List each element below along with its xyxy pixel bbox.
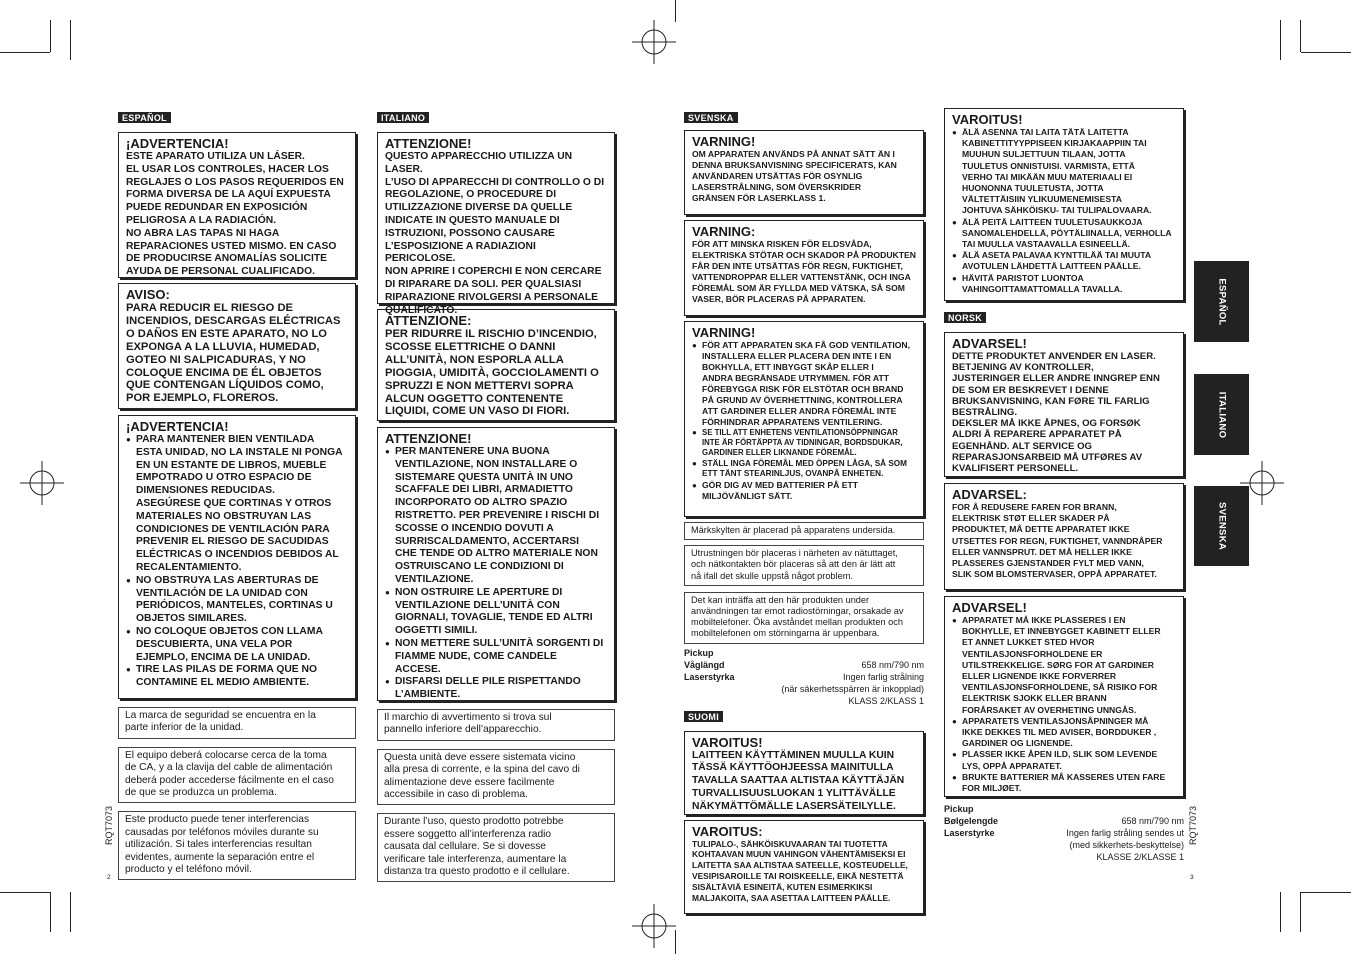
ventilation-warning-title: ADVARSEL!: [952, 600, 1027, 615]
warning-item: ● ÄLÄ ASENNA TAI LAITA TÄTÄ LAITETTA KABINETTITYYPPISEEN KIRJAKAAPPIIN TAI MUUHUN SULJETTUUN TILAAN, JOTTA TUULETUS ONNISTUISI. VARMISTA, ETTÄ VERHO TAI MIKÄÄN MUU MATERIAALI EI HUONONNA TUULETUSTA, JOTTA VÄLTETTÄISIIN YLIKUUMENEMISESTA JOHTUVA SÄHKÖISKU- TAI TULIPALOVAARA.: [952, 127, 1176, 217]
caution-box: [118, 283, 356, 409]
warning-body: LAITTEEN KÄYTTÄMINEN MUULLA KUIN TÄSSÄ KÄYTTÖOHJEESSA MAINITULLA TAVALLA SAATTAA ALTISTAA KÄYTTÄJÄN TURVALLISUUSLUOKAN 1 YLITTÄVÄLLE NÄKYMÄTTÖMÄLLE LASERSÄTEILYLLE.: [692, 749, 905, 812]
warning-item: ● NO OBSTRUYA LAS ABERTURAS DE VENTILACIÓN DE LA UNIDAD CON PERIÓDICOS, MANTELES, CORTINAS U OBJETOS SIMILARES.: [126, 575, 348, 626]
info-note: Il marchio di avvertimento si trova sul pannello inferiore dell’apparecchio.: [377, 709, 615, 741]
side-tab-svenska: SVENSKA: [1194, 486, 1249, 566]
warning-item: ● PLASSER IKKE ÅPEN ILD, SLIK SOM LEVENDE LYS, OPPÅ APPARATET.: [952, 749, 1176, 771]
warning-item: ● STÄLL INGA FÖREMÅL MED ÖPPEN LÅGA, SÅ SOM ETT TÄNT STEARINLJUS, OVANPÅ ENHETEN.: [692, 459, 916, 480]
section-tag-espanol: ESPAÑOL: [118, 112, 171, 123]
caution-box: [684, 820, 924, 914]
left-page-number: 2: [107, 874, 111, 881]
caution-title: ATTENZIONE:: [385, 313, 472, 328]
right-page-number: 3: [1190, 874, 1194, 881]
ventilation-warning-title: VARNING!: [692, 325, 756, 340]
warning-item: ● HÄVITÄ PARISTOT LUONTOA VAHINGOITTAMATTOMALLA TAVALLA.: [952, 273, 1176, 295]
warning-body: QUESTO APPARECCHIO UTILIZZA UN LASER. L’USO DI APPARECCHI DI CONTROLLO O DI REGOLAZIONE, O PROCEDURE DI UTILIZZAZIONE DIVERSE DA QUELLE INDICATE IN QUESTO MANUALE DI ISTRUZIONI, POSSONO CAUSARE L’ESPOSIZIONE A RADIAZIONI PERICOLOSE. NON APRIRE I COPERCHI E NON CERCARE DI RIPARARE DA SOLI. PER QUALSIASI RIPARAZIONE RIVOLGERSI A PERSONALE QUALIFICATO.: [385, 151, 605, 316]
spec-heading: Pickup: [944, 804, 974, 814]
warning-item: ● PER MANTENERE UNA BUONA VENTILAZIONE, NON INSTALLARE O SISTEMARE QUESTA UNITÀ IN UNO SCAFFALE DEI LIBRI, ARMADIETTO INCORPORATO OD ALTRO SPAZIO RISTRETTO. PER PREVENIRE I RISCHI DI SCOSSE O INCENDIO DOVUTI A SURRISCALDAMENTO, ACCERTARSI CHE TENDE OD ALTRO MATERIALE NON OSTRUISCANO LE CONDIZIONI DI VENTILAZIONE.: [385, 446, 607, 587]
warning-item: ● ÄLÄ PEITÄ LAITTEEN TUULETUSAUKKOJA SANOMALEHDELLÄ, PÖYTÄLIINALLA, VERHOLLA TAI MUULLA VASTAAVALLA ESINEELLÄ.: [952, 217, 1176, 251]
caution-body: PER RIDURRE IL RISCHIO D’INCENDIO, SCOSSE ELETTRICHE O DANNI ALL’UNITÀ, NON ESPORLA ALLA PIOGGIA, UMIDITÀ, GOCCIOLAMENTI O SPRUZZI E NON METTERVI SOPRA ALCUN OGGETTO CONTENENTE LIQUIDI, COME UN VASO DI FIORI.: [385, 328, 599, 418]
info-note: La marca de seguridad se encuentra en la parte inferior de la unidad.: [118, 707, 356, 739]
registration-mark-top: [632, 20, 676, 64]
info-note: Märkskylten är placerad på apparatens undersida.: [684, 522, 924, 540]
section-tag-norsk: NORSK: [944, 312, 986, 323]
info-note: Utrustningen bör placeras i närheten av nätuttaget, och nätkontakten bör placeras så att den är lätt att nå ifall det skulle uppstå något problem.: [684, 545, 924, 586]
warning-item: ● APPARATET MÅ IKKE PLASSERES I EN BOKHYLLE, ET INNEBYGGET KABINETT ELLER ET ANNET LUKKET STED HVOR VENTILASJONSFORHOLDENE ER UTILSTREKKELIGE. SØRG FOR AT GARDINER ELLER LIGNENDE IKKE FORVERRER VENTILASJONSFORHOLDENE, SÅ RISIKO FOR ELEKTRISK SJOKK ELLER BRANN FORÅRSAKET AV OVERHETING UNNGÅS.: [952, 615, 1176, 716]
warning-item: ● GÖR DIG AV MED BATTERIER PÅ ETT MILJÖVÄNLIGT SÄTT.: [692, 480, 916, 502]
column-espanol: [118, 108, 356, 880]
warning-box: [377, 132, 615, 316]
pickup-specs: [684, 647, 924, 707]
warning-body: OM APPARATEN ANVÄNDS PÅ ANNAT SÄTT ÄN I DENNA BRUKSANVISNING SPECIFICERATS, KAN ANVÄNDAREN UTSÄTTAS FÖR OSYNLIG LASERSTRÅLNING, SOM ÖVERSKRIDER GRÄNSEN FÖR LASERKLASS 1.: [692, 149, 897, 203]
info-note: El equipo deberá colocarse cerca de la toma de CA, y a la clavija del cable de alimentación deberá poder accederse fácilmente en el caso de que se produzca un problema.: [118, 747, 356, 804]
spec-label: Våglängd: [684, 659, 725, 670]
side-tab-espanol: ESPAÑOL: [1194, 261, 1249, 342]
spec-value: 658 nm/790 nm: [861, 659, 924, 670]
side-tab-italiano: ITALIANO: [1194, 374, 1249, 455]
registration-mark-left: [20, 461, 64, 505]
caution-box: [684, 220, 924, 316]
warning-item: ● BRUKTE BATTERIER MÅ KASSERES UTEN FARE FOR MILJØET.: [952, 772, 1176, 794]
warning-title: ADVARSEL!: [952, 336, 1027, 351]
caution-body: TULIPALO-, SÄHKÖISKUVAARAN TAI TUOTETTA KOHTAAVAN MUUN VAHINGON VÄHENTÄMISEKSI EI LAITETTA SAA ALTISTAA SATEELLE, KOSTEUDELLE, VESIPISAROILLE TAI ROISKEELLE, EIKÄ NESTETTÄ SISÄLTÄVIÄ ESINEITÄ, KUTEN ESIMERKIKSI MALJAKOITA, SAA ASETTAA LAITTEEN PÄÄLLE.: [692, 838, 908, 903]
ventilation-warning-box: [377, 427, 615, 701]
column-italiano: [377, 108, 615, 882]
spec-heading: Pickup: [684, 647, 714, 658]
warning-box: [684, 130, 924, 215]
ventilation-warning-box: [684, 321, 924, 517]
section-tag-svenska: SVENSKA: [684, 112, 738, 123]
warning-body: DETTE PRODUKTET ANVENDER EN LASER. BETJENING AV KONTROLLER, JUSTERINGER ELLER ANDRE INNGREP ENN DE SOM ER BESKREVET I DENNE BRUKSANVISNING, KAN FØRE TIL FARLIG BESTRÅLING. DEKSLER MÅ IKKE ÅPNES, OG FORSØK ALDRI Å REPARERE APPARATET PÅ EGENHÅND. ALT SERVICE OG REPARASJONSARBEID MÅ UTFØRES AV KVALIFISERT PERSONELL.: [952, 351, 1160, 475]
caution-title: AVISO:: [126, 287, 170, 302]
caution-box: [377, 309, 615, 421]
spec-label: Laserstyrke: [944, 828, 995, 838]
spec-label: Laserstyrka: [684, 671, 735, 682]
spec-value: (med sikkerhets-beskyttelse): [1069, 840, 1184, 850]
info-note: Det kan inträffa att den här produkten under användningen tar emot radiostörningar, orsakade av mobiltelefoner. Öka avståndet mellan produkten och mobiltelefonen om störningarna är uppenbara.: [684, 592, 924, 644]
warning-item: ● APPARATETS VENTILASJONSÅPNINGER MÅ IKKE DEKKES TIL MED AVISER, BORDDUKER , GARDINER OG LIGNENDE.: [952, 716, 1176, 750]
spec-value: KLASSE 2/KLASSE 1: [1096, 852, 1184, 862]
ventilation-warning-box: [944, 108, 1184, 301]
warning-item: ● FÖR ATT APPARATEN SKA FÅ GOD VENTILATION, INSTALLERA ELLER PLACERA DEN INTE I EN BOKHYLLA, ETT INBYGGT SKÅP ELLER I ANDRA BEGRÄNSADE UTRYMMEN. FÖR ATT FÖREBYGGA RISK FÖR ELSTÖTAR OCH BRAND PÅ GRUND AV ÖVERHETTNING, KONTROLLERA ATT GARDINER ELLER ANDRA FÖREMÅL INTE FÖRHINDRAR APPARATENS VENTILERING.: [692, 340, 916, 428]
spec-value: Ingen farlig stråling sendes ut: [1066, 828, 1184, 838]
warning-item: ● NON METTERE SULL’UNITÀ SORGENTI DI FIAMME NUDE, COME CANDELE ACCESE.: [385, 638, 607, 676]
left-page-code: RQT7073: [104, 805, 114, 845]
warning-title: ATTENZIONE!: [385, 136, 472, 151]
warning-item: ● ÄLÄ ASETA PALAVAA KYNTTILÄÄ TAI MUUTA AVOTULEN LÄHDETTÄ LAITTEEN PÄÄLLE.: [952, 250, 1176, 272]
section-tag-suomi: SUOMI: [684, 711, 723, 722]
column-svenska-suomi: [684, 108, 924, 914]
warning-title: VAROITUS!: [692, 734, 763, 750]
info-note: Este producto puede tener interferencias causadas por teléfonos móviles durante su utilización. Si tales interferencias resultan evidentes, aumente la separación entre el producto y el teléfono móvil.: [118, 811, 356, 880]
caution-body: PARA REDUCIR EL RIESGO DE INCENDIOS, DESCARGAS ELÉCTRICAS O DAÑOS EN ESTE APARATO, NO LO EXPONGA A LA LLUVIA, HUMEDAD, GOTEO NI SALPICADURAS, Y NO COLOQUE ENCIMA DE ÉL OBJETOS QUE CONTENGAN LÍQUIDOS COMO, POR EJEMPLO, FLOREROS.: [126, 302, 341, 405]
ventilation-warning-title: ¡ADVERTENCIA!: [126, 419, 229, 434]
caution-title: VARNING:: [692, 224, 756, 239]
right-page-code: RQT7073: [1188, 805, 1198, 845]
ventilation-warning-title: VAROITUS!: [952, 112, 1023, 127]
warning-item: ● NON OSTRUIRE LE APERTURE DI VENTILAZIONE DELL’UNITÀ CON GIORNALI, TOVAGLIE, TENDE ED ALTRI OGGETTI SIMILI.: [385, 587, 607, 638]
caution-title: ADVARSEL:: [952, 487, 1027, 502]
spec-label: Bølgelengde: [944, 816, 999, 826]
pickup-specs: [944, 803, 1184, 863]
ventilation-warning-box: [118, 415, 356, 699]
warning-item: ● PARA MANTENER BIEN VENTILADA ESTA UNIDAD, NO LA INSTALE NI PONGA EN UN ESTANTE DE LIBROS, MUEBLE EMPOTRADO U OTRO ESPACIO DE DIMENSIONES REDUCIDAS. ASEGÚRESE QUE CORTINAS Y OTROS MATERIALES NO OBSTRUYAN LAS CONDICIONES DE VENTILACIÓN PARA PREVENIR EL RIESGO DE SACUDIDAS ELÉCTRICAS O INCENDIOS DEBIDOS AL RECALENTAMIENTO.: [126, 434, 348, 575]
info-note: Questa unità deve essere sistemata vicino alla presa di corrente, e la spina del cavo di alimentazione deve essere facilmente accessibile in caso di problema.: [377, 749, 615, 806]
warning-item: ● NO COLOQUE OBJETOS CON LLAMA DESCUBIERTA, UNA VELA POR EJEMPLO, ENCIMA DE LA UNIDAD.: [126, 626, 348, 664]
warning-box: [944, 332, 1184, 477]
spec-value: (när säkerhetsspärren är inkopplad): [781, 683, 924, 694]
section-tag-italiano: ITALIANO: [377, 112, 429, 123]
warning-title: VARNING!: [692, 134, 756, 149]
spec-value: Ingen farlig strålning: [842, 671, 924, 682]
caution-box: [944, 483, 1184, 590]
ventilation-warning-title: ATTENZIONE!: [385, 431, 472, 446]
warning-box: [684, 731, 924, 815]
warning-box: [118, 132, 356, 278]
ventilation-warning-box: [944, 596, 1184, 797]
column-suomi-norsk: [944, 108, 1184, 863]
caution-body: FÖR ATT MINSKA RISKEN FÖR ELDSVÅDA, ELEKTRISKA STÖTAR OCH SKADOR PÅ PRODUKTEN FÅR DEN INTE UTSÄTTAS FÖR REGN, FUKTIGHET, VATTENDROPPAR ELLER VATTENSTÄNK, OCH INGA FÖREMÅL SOM ÄR FYLLDA MED VÄTSKA, SÅ SOM VASER, BÖR PLACERAS PÅ APPARATEN.: [692, 239, 916, 304]
warning-item: ● TIRE LAS PILAS DE FORMA QUE NO CONTAMINE EL MEDIO AMBIENTE.: [126, 664, 348, 690]
spec-value: 658 nm/790 nm: [1121, 816, 1184, 826]
spec-value: KLASS 2/KLASS 1: [848, 695, 924, 706]
caution-title: VAROITUS:: [692, 823, 763, 839]
caution-body: FOR Å REDUSERE FAREN FOR BRANN, ELEKTRISK STØT ELLER SKADER PÅ PRODUKTET, MÅ DETTE APPARATET IKKE UTSETTES FOR REGN, FUKTIGHET, VANNDRÅPER ELLER VANNSPRUT. DET MÅ HELLER IKKE PLASSERES GJENSTANDER FYLT MED VANN, SLIK SOM BLOMSTERVASER, OPPÅ APPARATET.: [952, 502, 1163, 580]
warning-item: ● SE TILL ATT ENHETENS VENTILATIONSÖPPNINGAR INTE ÄR FÖRTÄPPTA AV TIDNINGAR, BORDSDUKAR, GARDINER ELLER LIKNANDE FÖREMÅL.: [692, 428, 916, 459]
warning-title: ¡ADVERTENCIA!: [126, 136, 229, 151]
info-note: Durante l’uso, questo prodotto potrebbe essere soggetto all’interferenza radio causata dal cellulare. Se si dovesse verificare tale interferenza, aumentare la distanza tra questo prodotto e il cellulare.: [377, 813, 615, 882]
registration-mark-bottom: [632, 904, 676, 948]
warning-item: ● DISFARSI DELLE PILE RISPETTANDO L’AMBIENTE.: [385, 676, 607, 702]
warning-body: ESTE APARATO UTILIZA UN LÁSER. EL USAR LOS CONTROLES, HACER LOS REGLAJES O LOS PASOS REQUERIDOS EN FORMA DIVERSA DE LA AQUÍ EXPUESTA PUEDE REDUNDAR EN EXPOSICIÓN PELIGROSA A LA RADIACIÓN. NO ABRA LAS TAPAS NI HAGA REPARACIONES USTED MISMO. EN CASO DE PRODUCIRSE ANOMALÍAS SOLICITE AYUDA DE PERSONAL CUALIFICADO.: [126, 151, 344, 278]
